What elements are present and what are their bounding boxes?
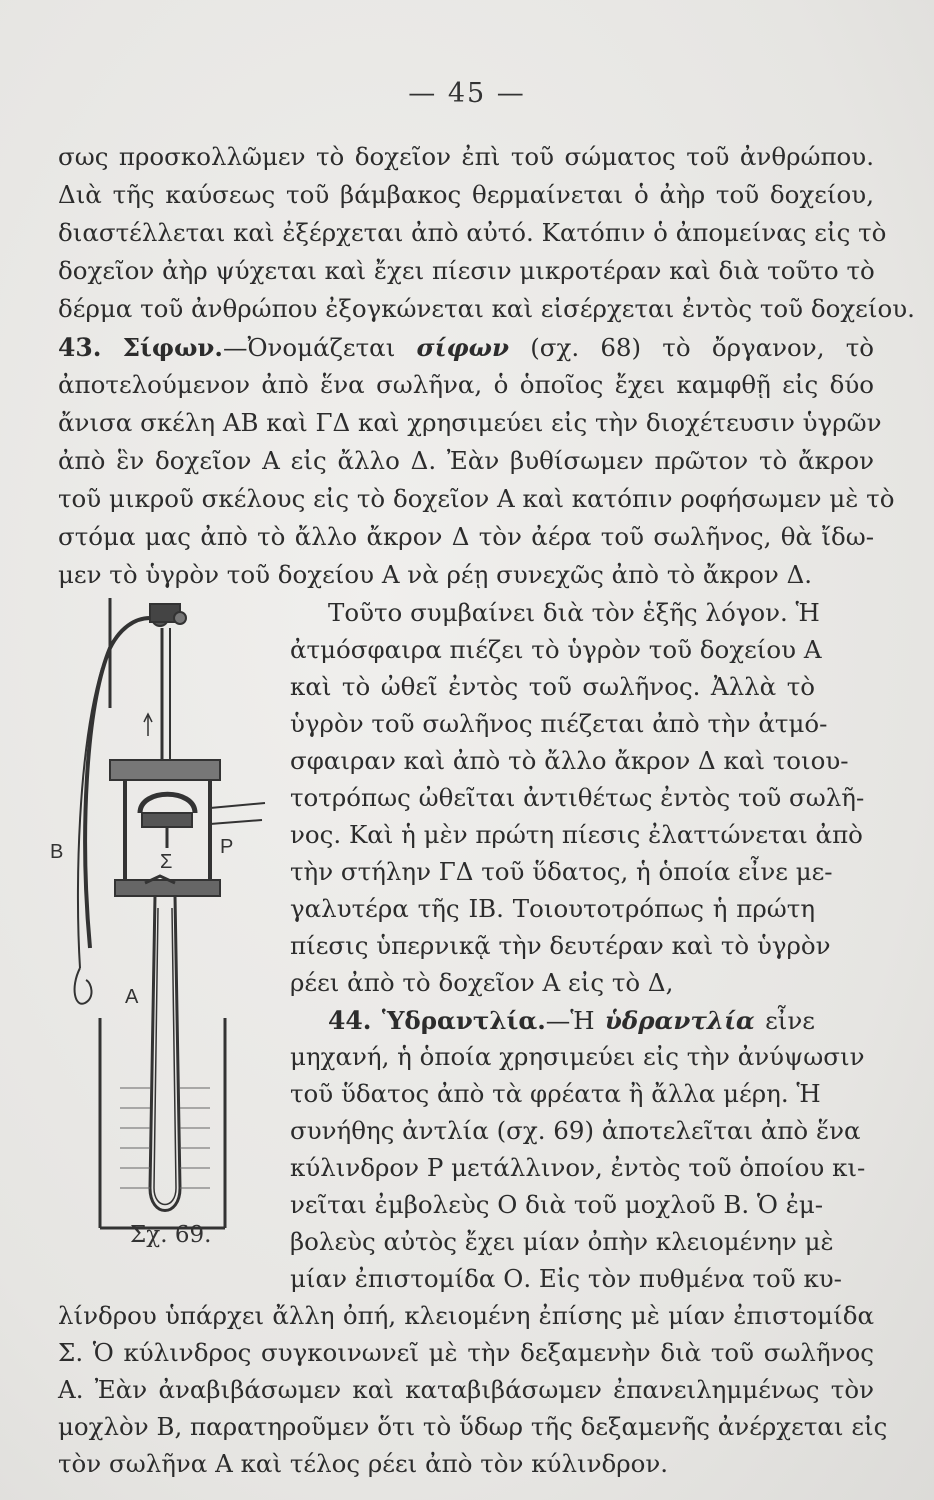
section-43-heading-line: [58, 335, 874, 361]
section-title: Σίφων.: [122, 333, 223, 362]
text-line: Σ. Ὁ κύλινδρος συγκοινωνεῖ μὲ τὴν δεξαμενὴν διὰ τοῦ σωλῆνος: [58, 1338, 874, 1367]
text-line: κύλινδρον Ρ μετάλλινον, ἐντὸς τοῦ ὁποίου κι-: [290, 1153, 866, 1182]
piston: [142, 813, 192, 827]
text-line: δοχεῖον ἀὴρ ψύχεται καὶ ἔχει πίεσιν μικροτέραν καὶ διὰ τοῦτο τὸ: [58, 256, 875, 285]
text-line: σφαιραν καὶ ἀπὸ τὸ ἄλλο ἄκρον Δ καὶ τοιου-: [290, 746, 849, 775]
text-line: λίνδρου ὑπάρχει ἄλλη ὀπή, κλειομένη ἐπίσης μὲ μίαν ἐπιστομίδα: [58, 1301, 874, 1330]
text-line: ἀτμόσφαιρα πιέζει τὸ ὑγρὸν τοῦ δοχείου Α: [290, 635, 822, 664]
text-line: μηχανή, ἡ ὁποία χρησιμεύει εἰς τὴν ἀνύψωσιν: [290, 1042, 865, 1071]
text-line: βολεὺς αὐτὸς ἔχει μίαν ὀπὴν κλειομένην μὲ: [290, 1227, 834, 1256]
cylinder-base: [115, 880, 220, 896]
text-line: πίεσις ὑπερνικᾷ τὴν δευτέραν καὶ τὸ ὑγρὸν: [290, 931, 831, 960]
text-line: τοῦ μικροῦ σκέλους εἰς τὸ δοχεῖον Α καὶ κατόπιν ροφήσωμεν μὲ τὸ: [58, 484, 895, 513]
text-line: νεῖται ἐμβολεὺς Ο διὰ τοῦ μοχλοῦ Β. Ὁ ἐμ-: [290, 1190, 824, 1219]
text-line: σως προσκολλῶμεν τὸ δοχεῖον ἐπὶ τοῦ σώματος τοῦ ἀνθρώπου.: [58, 142, 874, 171]
text-fragment: (σχ. 68) τὸ ὄργανον, τὸ: [530, 333, 875, 362]
text-line: μοχλὸν Β, παρατηροῦμεν ὅτι τὸ ὕδωρ τῆς δεξαμενῆς ἀνέρχεται εἰς: [58, 1412, 888, 1441]
text-line: καὶ τὸ ὠθεῖ ἐντὸς τοῦ σωλῆνος. Ἀλλὰ τὸ: [290, 672, 815, 701]
section-number: 43.: [58, 333, 102, 362]
piston-valve-o: [140, 794, 195, 813]
text-line: νος. Καὶ ἡ μὲν πρώτη πίεσις ἐλαττώνεται ἀπὸ: [290, 820, 863, 849]
text-line: μίαν ἐπιστομίδα Ο. Εἰς τὸν πυθμένα τοῦ κυ-: [290, 1264, 842, 1293]
text-line: Διὰ τῆς καύσεως τοῦ βάμβακος θερμαίνεται ὁ ἀὴρ τοῦ δοχείου,: [58, 180, 874, 209]
text-line: ὑγρὸν τοῦ σωλῆνος πιέζεται ἀπὸ τὴν ἀτμό-: [290, 709, 828, 738]
section-44-heading-line: [328, 1008, 815, 1034]
label-sigma: Σ: [160, 851, 173, 873]
section-number: 44.: [328, 1006, 372, 1035]
text-fragment: εἶνε: [765, 1006, 815, 1035]
label-p: P: [220, 836, 234, 858]
text-line: διαστέλλεται καὶ ἐξέρχεται ἀπὸ αὐτό. Κατόπιν ὁ ἀπομείνας εἰς τὸ: [58, 218, 887, 247]
spout: [210, 803, 265, 824]
text-fragment: —Ὀνομάζεται: [222, 333, 396, 362]
term: ὑδραντλία: [604, 1006, 755, 1035]
term: σίφων: [416, 333, 509, 362]
label-b: B: [50, 841, 64, 863]
page-number: — 45 —: [408, 78, 526, 109]
text-line: στόμα μας ἀπὸ τὸ ἄλλο ἄκρον Δ τὸν ἀέρα τοῦ σωλῆνος, θὰ ἴδω-: [58, 522, 874, 551]
pump-illustration: [50, 588, 280, 1268]
pivot-joint: [174, 612, 186, 624]
text-line: ἄνισα σκέλη ΑΒ καὶ ΓΔ καὶ χρησιμεύει εἰς τὴν διοχέτευσιν ὑγρῶν: [58, 408, 882, 437]
text-line: τοῦ ὕδατος ἀπὸ τὰ φρέατα ἢ ἄλλα μέρη. Ἡ: [290, 1079, 821, 1108]
text-line: δέρμα τοῦ ἀνθρώπου ἐξογκώνεται καὶ εἰσέρχεται ἐντὸς τοῦ δοχείου.: [58, 294, 915, 323]
text-line: ἀποτελούμενον ἀπὸ ἕνα σωλῆνα, ὁ ὁποῖος ἔχει καμφθῇ εἰς δύο: [58, 370, 874, 399]
text-line: τὸν σωλῆνα Α καὶ τέλος ρέει ἀπὸ τὸν κύλινδρον.: [58, 1449, 669, 1478]
lever-hook: [75, 968, 92, 1004]
text-line: ρέει ἀπὸ τὸ δοχεῖον Α εἰς τὸ Δ,: [290, 968, 674, 997]
lever-handle: [85, 618, 173, 948]
text-line: τοτρόπως ὠθεῖται ἀντιθέτως ἐντὸς τοῦ σωλῆ-: [290, 783, 865, 812]
text-line: Τοῦτο συμβαίνει διὰ τὸν ἑξῆς λόγον. Ἡ: [328, 598, 820, 627]
text-line: Α. Ἐὰν ἀναβιβάσωμεν καὶ καταβιβάσωμεν ἐπανειλημμένως τὸν: [58, 1375, 874, 1404]
text-line: ἀπὸ ἓν δοχεῖον Α εἰς ἄλλο Δ. Ἐὰν βυθίσωμεν πρῶτον τὸ ἄκρον: [58, 446, 874, 475]
section-title: Ὑδραντλία.: [381, 1006, 546, 1035]
cylinder-top: [110, 760, 220, 780]
figure-caption: Σχ. 69.: [130, 1222, 212, 1248]
text-line: συνήθης ἀντλία (σχ. 69) ἀποτελεῖται ἀπὸ ἕνα: [290, 1116, 861, 1145]
text-line: γαλυτέρα τῆς ΙΒ. Τοιουτοτρόπως ἡ πρώτη: [290, 894, 815, 923]
label-a: A: [125, 986, 139, 1008]
text-line: τὴν στήλην ΓΔ τοῦ ὕδατος, ἡ ὁποία εἶνε με-: [290, 857, 833, 886]
text-line: μεν τὸ ὑγρὸν τοῦ δοχείου Α νὰ ρέῃ συνεχῶς ἀπὸ τὸ ἄκρον Δ.: [58, 560, 813, 589]
text-fragment: —Ἡ: [545, 1006, 595, 1035]
